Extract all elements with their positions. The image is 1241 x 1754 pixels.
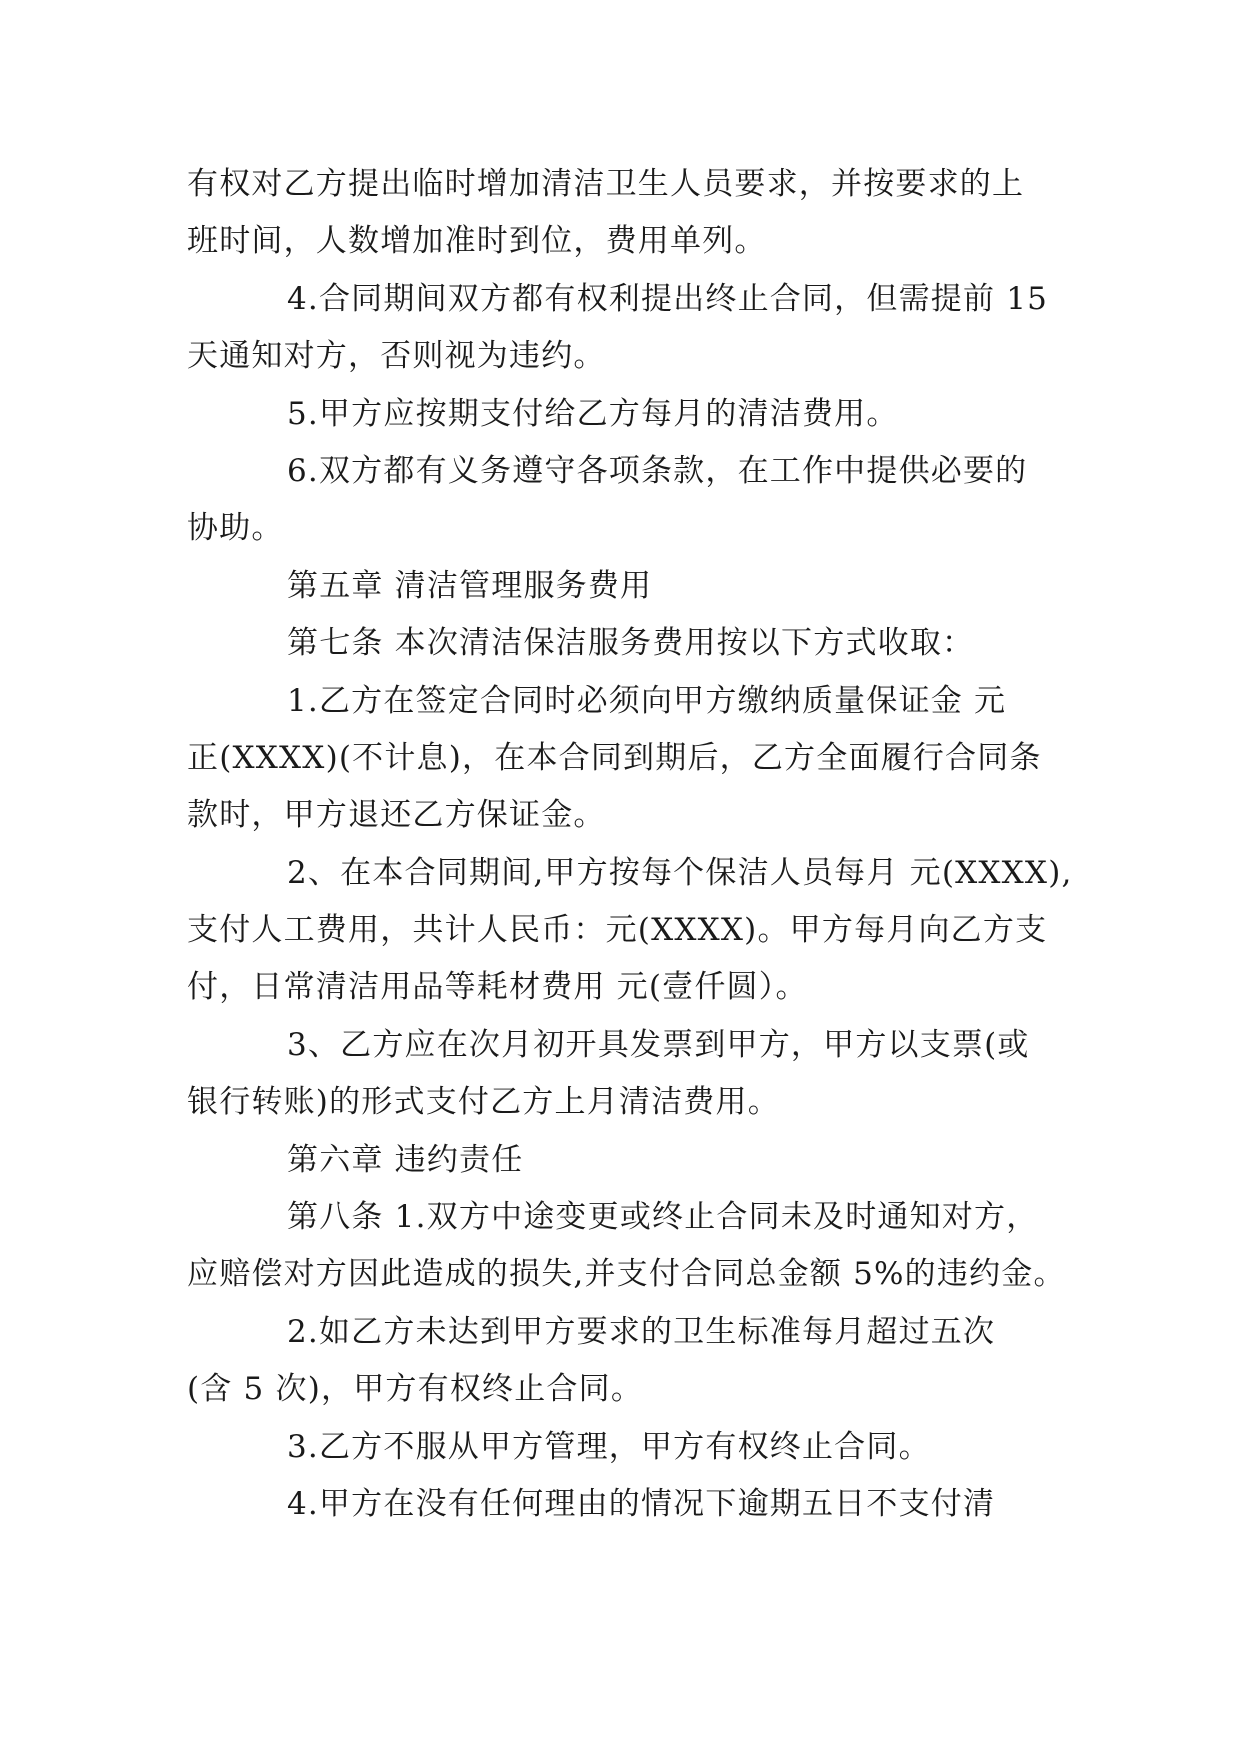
text-line: 付，日常清洁用品等耗材费用 元(壹仟圆）。	[187, 969, 808, 1006]
text-line: 第八条 1.双方中途变更或终止合同未及时通知对方，	[287, 1199, 1039, 1236]
text-line: 支付人工费用，共计人民币：元(XXXX)。甲方每月向乙方支	[187, 912, 1048, 949]
text-line: 有权对乙方提出临时增加清洁卫生人员要求，并按要求的上	[187, 166, 1025, 202]
text-line: 天通知对方，否则视为违约。	[187, 338, 606, 375]
text-line: 班时间，人数增加准时到位，费用单列。	[187, 223, 767, 260]
text-line: 2、在本合同期间,甲方按每个保洁人员每月 元(XXXX),	[287, 854, 1073, 891]
chapter-heading: 第六章 违约责任	[287, 1141, 524, 1178]
text-line: 3.乙方不服从甲方管理，甲方有权终止合同。	[287, 1428, 931, 1465]
text-line: 1.乙方在签定合同时必须向甲方缴纳质量保证金 元	[287, 682, 1007, 719]
text-line: 应赔偿对方因此造成的损失,并支付合同总金额 5%的违约金。	[187, 1256, 1066, 1293]
text-line: 4.甲方在没有任何理由的情况下逾期五日不支付清	[287, 1485, 996, 1522]
text-line: 6.双方都有义务遵守各项条款，在工作中提供必要的	[287, 452, 1028, 489]
article-heading: 第七条 本次清洁保洁服务费用按以下方式收取：	[287, 625, 975, 662]
text-line: 款时，甲方退还乙方保证金。	[187, 797, 606, 834]
text-line: 银行转账)的形式支付乙方上月清洁费用。	[187, 1084, 780, 1121]
text-line: 4.合同期间双方都有权利提出终止合同，但需提前 15	[287, 280, 1049, 317]
text-line: 协助。	[187, 510, 284, 547]
text-line: (含 5 次)，甲方有权终止合同。	[187, 1371, 644, 1408]
text-line: 2.如乙方未达到甲方要求的卫生标准每月超过五次	[287, 1313, 996, 1350]
chapter-heading: 第五章 清洁管理服务费用	[287, 567, 653, 604]
text-line: 3、乙方应在次月初开具发票到甲方，甲方以支票(或	[287, 1026, 1030, 1063]
text-line: 5.甲方应按期支付给乙方每月的清洁费用。	[287, 395, 899, 432]
text-line: 正(XXXX)(不计息)，在本合同到期后，乙方全面履行合同条	[187, 739, 1042, 776]
document-body	[187, 156, 1087, 1533]
